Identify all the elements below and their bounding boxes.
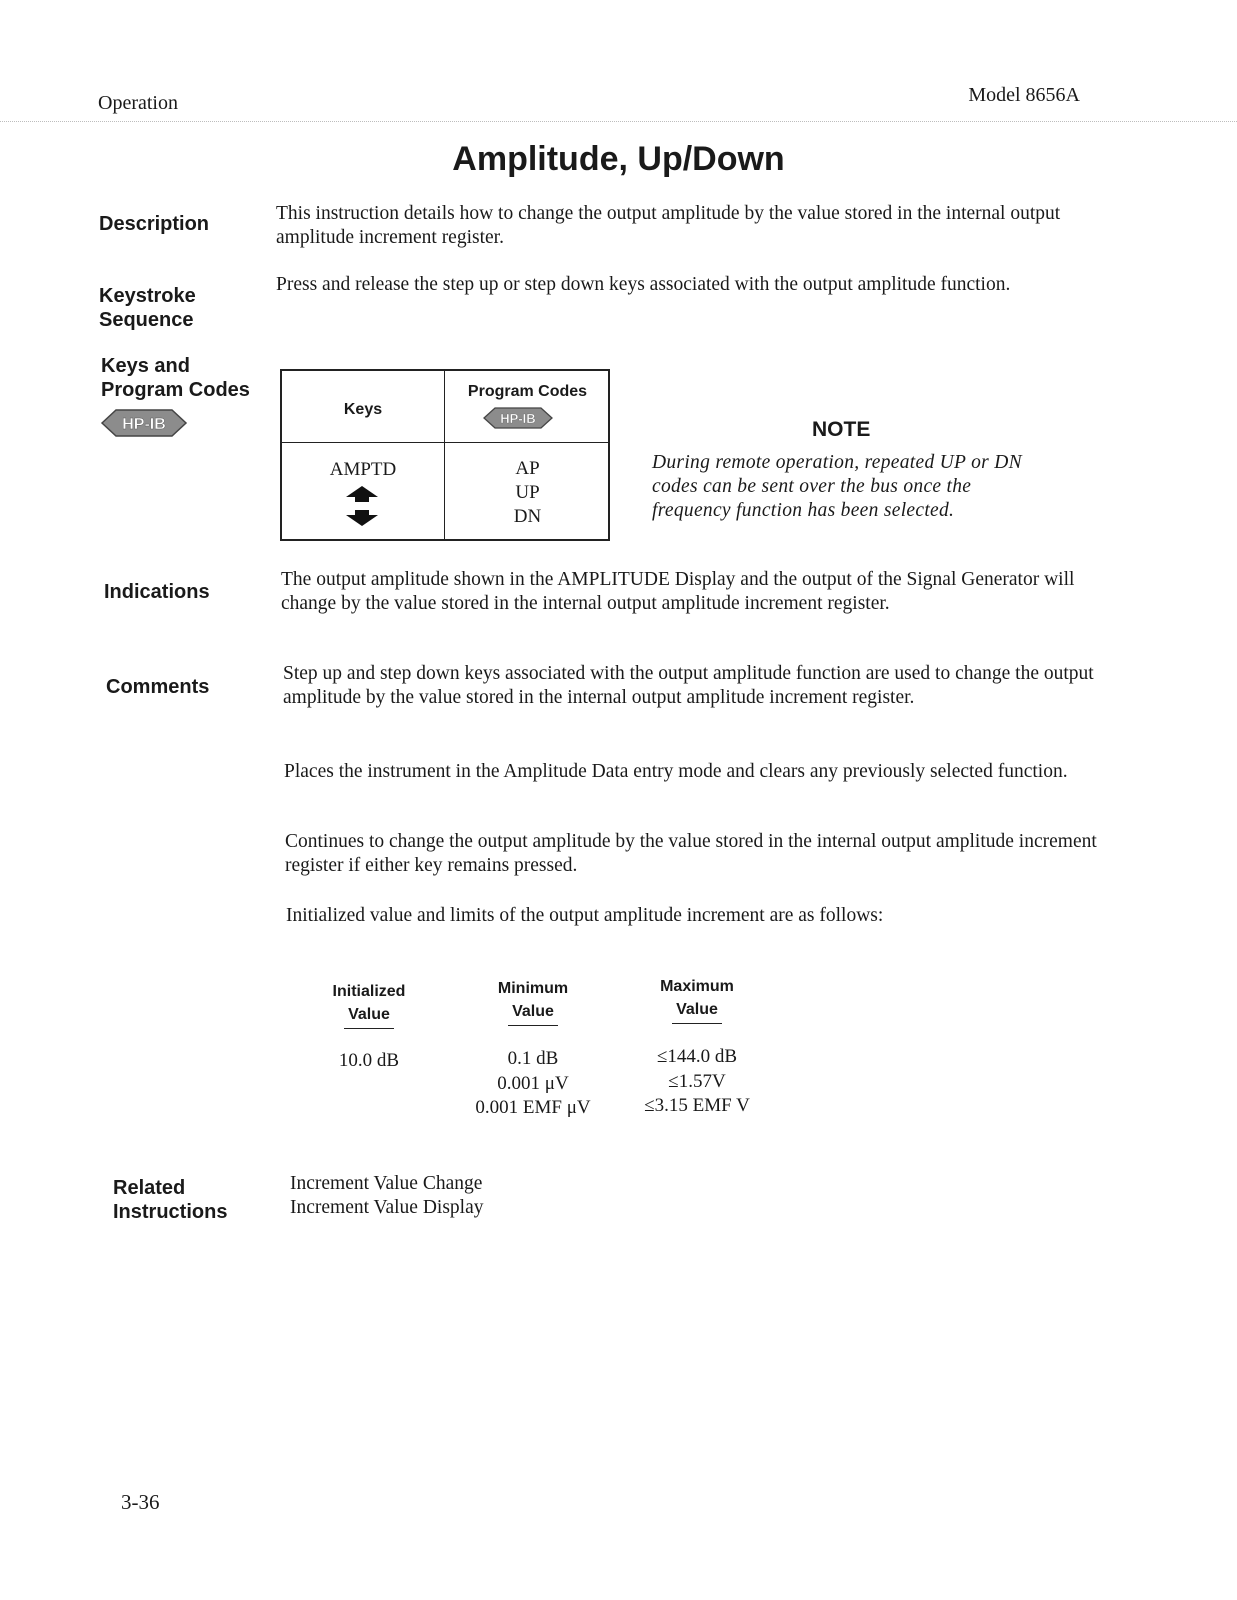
header-model: Model 8656A <box>968 84 1080 106</box>
related-label: Related Instructions <box>113 1177 228 1223</box>
page-number: 3-36 <box>121 1490 160 1514</box>
page-title: Amplitude, Up/Down <box>452 140 785 178</box>
step-down-arrow-icon <box>345 509 379 532</box>
note-text: During remote operation, repeated UP or DN codes can be sent over the bus once the frequency function has been selected. <box>652 452 1022 521</box>
minimum-header: Minimum Value <box>483 977 583 1026</box>
description-text: This instruction details how to change the output amplitude by the value stored in the internal output amplitude increment register. <box>276 203 1061 248</box>
related-list <box>290 1172 790 1220</box>
minimum-value-1: 0.1 dB <box>507 1048 559 1069</box>
indications-label: Indications <box>104 581 210 603</box>
hpib-badge-icon <box>482 406 554 430</box>
hpib-badge-icon <box>100 408 188 438</box>
initialized-header: Initialized Value <box>319 980 419 1029</box>
comments-paragraph-3: Continues to change the output amplitude by the value stored in the internal output amplitude increment register if either key remains pressed. <box>285 831 1097 876</box>
comments-paragraph-4: Initialized value and limits of the output amplitude increment are as follows: <box>286 905 884 926</box>
svg-text:HP-IB: HP-IB <box>122 416 166 433</box>
indications-text: The output amplitude shown in the AMPLITUDE Display and the output of the Signal Generator will change by the value stored in the internal output amplitude increment register. <box>281 569 1075 614</box>
keystroke-text: Press and release the step up or step down keys associated with the output amplitude function. <box>276 274 1011 295</box>
keys-col-header: Keys <box>343 401 383 418</box>
related-item: Increment Value Change <box>290 1173 483 1194</box>
hpib-badge <box>100 408 188 438</box>
svg-text:HP-IB: HP-IB <box>500 411 536 426</box>
codes-col-header: Program Codes <box>467 383 588 400</box>
maximum-header: Maximum Value <box>647 975 747 1024</box>
maximum-value-3: ≤3.15 EMF V <box>644 1095 750 1116</box>
minimum-value-3: 0.001 EMF μV <box>475 1097 591 1118</box>
comments-label: Comments <box>106 676 210 698</box>
keys-codes-label: Keys and Program Codes <box>101 355 250 401</box>
initialized-value: 10.0 dB <box>338 1050 400 1071</box>
comments-paragraph-1: Step up and step down keys associated with the output amplitude function are used to change the output amplitude by the value stored in the internal output amplitude increment register. <box>283 663 1094 708</box>
keystroke-label: Keystroke Sequence <box>99 285 196 331</box>
step-up-arrow-icon <box>345 485 379 508</box>
maximum-value-2: ≤1.57V <box>668 1071 726 1092</box>
code-up: UP <box>515 482 540 503</box>
maximum-value-1: ≤144.0 dB <box>656 1046 738 1067</box>
keys-table <box>280 369 610 541</box>
code-ap: AP <box>515 458 540 479</box>
table-hpib-badge <box>482 406 554 435</box>
comments-paragraph-2: Places the instrument in the Amplitude Data entry mode and clears any previously selected function. <box>284 761 1068 782</box>
header-section: Operation <box>98 92 178 114</box>
key-amptd: AMPTD <box>329 459 397 480</box>
note-heading: NOTE <box>812 418 871 441</box>
code-dn: DN <box>513 506 542 527</box>
related-item: Increment Value Display <box>290 1197 484 1218</box>
header-rule <box>0 121 1237 122</box>
description-label: Description <box>99 213 210 235</box>
minimum-value-2: 0.001 μV <box>497 1073 569 1094</box>
